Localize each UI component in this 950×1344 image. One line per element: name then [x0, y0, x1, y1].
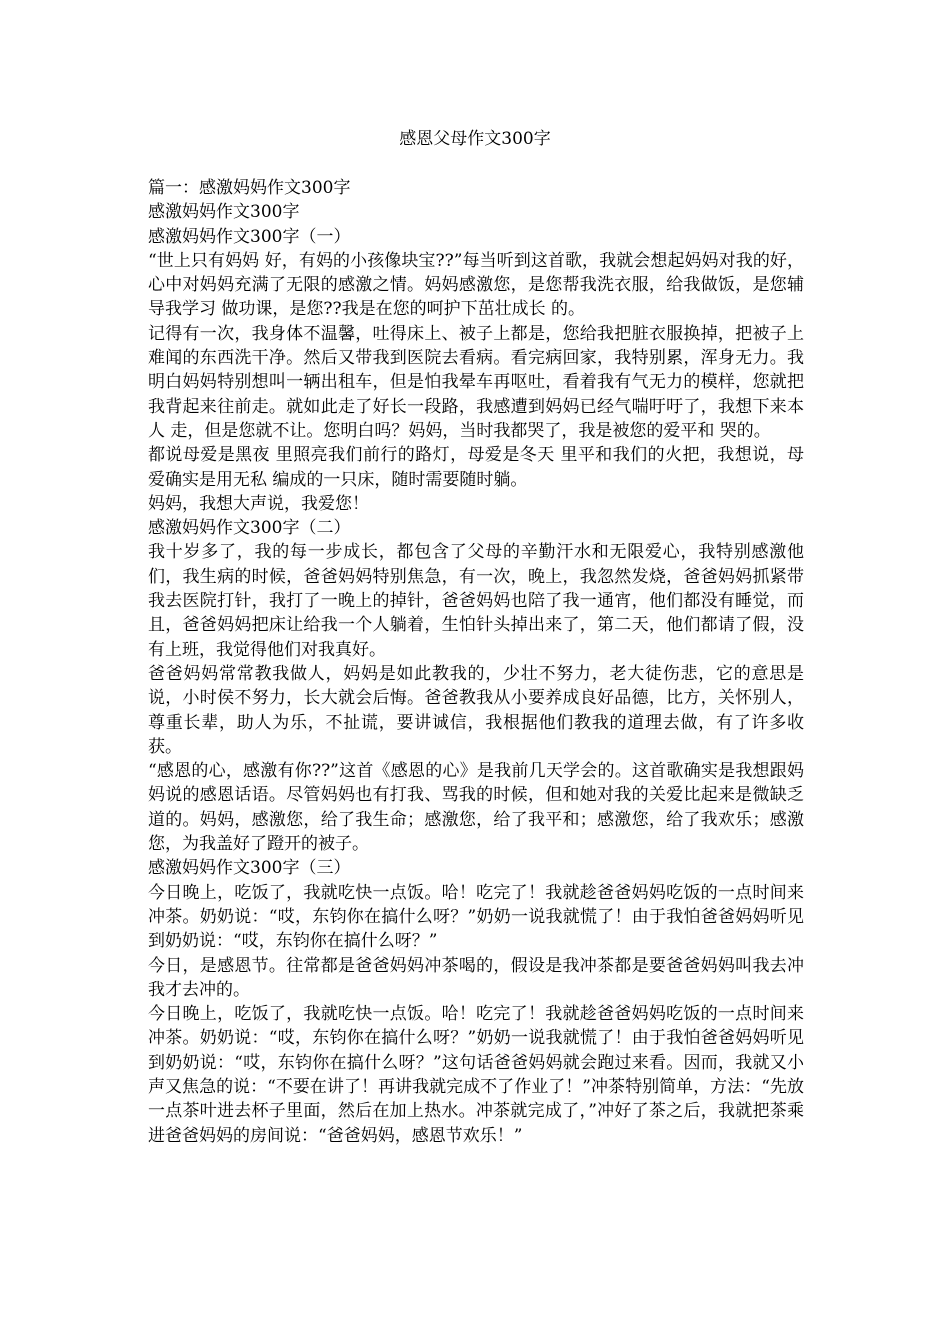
- paragraph: 都说母爱是黑夜 里照亮我们前行的路灯，母爱是冬天 里平和我们的火把，我想说，母爱确实是用无私 编成的一只床，随时需要随时躺。: [148, 445, 804, 490]
- paragraph: “感恩的心，感激有你??”这首《感恩的心》是我前几天学会的。这首歌确实是我想跟妈妈说的感恩话语。尽管妈妈也有打我、骂我的时候，但和她对我的关爱比起来是微缺乏道的。妈妈，感激您，给了我生命；感激您，给了我平和；感激您，给了我欢乐；感激您，为我盖好了蹬开的被子。: [148, 761, 804, 855]
- document-body: [148, 176, 804, 1148]
- paragraph: 妈妈，我想大声说，我爱您！: [148, 493, 369, 514]
- essay-subtitle-3: 感激妈妈作文300字（三）: [148, 858, 351, 879]
- section-heading: 篇一：感激妈妈作文300字: [148, 178, 351, 198]
- paragraph: 爸爸妈妈常常教我做人，妈妈是如此教我的，少壮不努力，老大徒伤悲，它的意思是说，小时侯不努力，长大就会后悔。爸爸教我从小要养成良好品德，比方，关怀别人，尊重长辈，助人为乐，不扯谎，要讲诚信，我根据他们教我的道理去做，有了许多收获。: [148, 663, 804, 757]
- paragraph: “世上只有妈妈 好，有妈的小孩像块宝??”每当听到这首歌，我就会想起妈妈对我的好，心中对妈妈充满了无限的感激之情。妈妈感激您，是您帮我洗衣服，给我做饭，是您辅导我学习 做功课，是您??我是在您的呵护下茁壮成长 的。: [148, 250, 804, 320]
- essay-subtitle-2: 感激妈妈作文300字（二）: [148, 518, 351, 539]
- paragraph: 今日，是感恩节。往常都是爸爸妈妈冲茶喝的，假设是我冲茶都是要爸爸妈妈叫我去冲我才去冲的。: [148, 955, 804, 1000]
- document-title: 感恩父母作文300字: [399, 129, 551, 149]
- paragraph: 今日晚上，吃饭了，我就吃快一点饭。哈！吃完了！我就趁爸爸妈妈吃饭的一点时间来冲茶。奶奶说：“哎，东钧你在搞什么呀？”奶奶一说我就慌了！由于我怕爸爸妈妈听见到奶奶说：“哎，东钧你在搞什么呀？”: [148, 882, 804, 952]
- paragraph: 今日晚上，吃饭了，我就吃快一点饭。哈！吃完了！我就趁爸爸妈妈吃饭的一点时间来冲茶。奶奶说：“哎，东钧你在搞什么呀？”奶奶一说我就慌了！由于我怕爸爸妈妈听见到奶奶说：“哎，东钧你在搞什么呀？”这句话爸爸妈妈就会跑过来看。因而，我就又小声又焦急的说：“不要在讲了！再讲我就完成不了作业了！”冲茶特别简单，方法：“先放一点茶叶进去杯子里面，然后在加上热水。冲茶就完成了，”冲好了茶之后，我就把茶乘进爸爸妈妈的房间说：“爸爸妈妈，感恩节欢乐！”: [148, 1004, 804, 1146]
- paragraph: 我十岁多了，我的每一步成长，都包含了父母的辛勤汗水和无限爱心，我特别感激他们，我生病的时候，爸爸妈妈特别焦急，有一次，晚上，我忽然发烧，爸爸妈妈抓紧带我去医院打针，我打了一晚上的掉针，爸爸妈妈也陪了我一通宵，他们都没有睡觉，而且，爸爸妈妈把床让给我一个人躺着，生怕针头掉出来了，第二天，他们都请了假，没有上班，我觉得他们对我真好。: [148, 542, 804, 660]
- essay-subtitle-1: 感激妈妈作文300字（一）: [148, 226, 351, 247]
- essay-title: 感激妈妈作文300字: [148, 202, 300, 223]
- paragraph: 记得有一次，我身体不温馨，吐得床上、被子上都是，您给我把脏衣服换掉，把被子上难闻的东西洗干净。然后又带我到医院去看病。看完病回家，我特别累，浑身无力。我明白妈妈特别想叫一辆出租车，但是怕我晕车再呕吐，看着我有气无力的模样，您就把我背起来往前走。就如此走了好长一段路，我感遭到妈妈已经气喘吁吁了，我想下来本人 走，但是您就不让。您明白吗？妈妈，当时我都哭了，我是被您的爱平和 哭的。: [148, 323, 804, 441]
